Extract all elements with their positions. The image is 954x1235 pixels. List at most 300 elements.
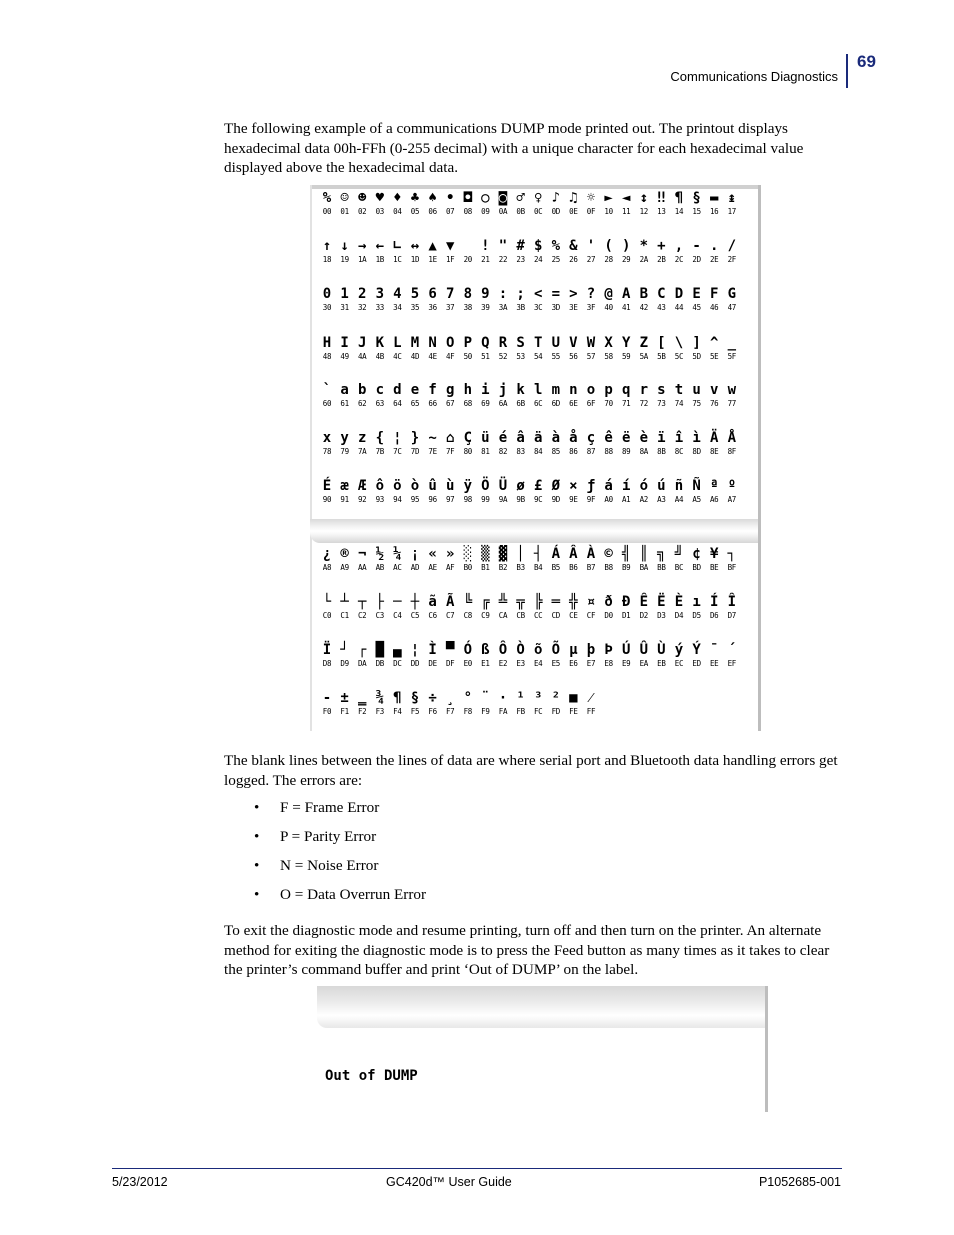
dump-hex-code: FA (498, 707, 508, 716)
dump-hex-code: 22 (498, 255, 508, 264)
dump-glyph: J (357, 335, 367, 351)
dump-glyph: : (498, 286, 508, 302)
dump-glyph: ± (340, 690, 349, 706)
dump-hex-code: 6B (516, 399, 525, 408)
dump-glyph: ▄ (393, 642, 402, 658)
dump-hex-code: 46 (709, 303, 719, 312)
dump-hex-code: 59 (621, 352, 631, 361)
dump-hex-code: 6F (586, 399, 596, 408)
dump-cell (336, 477, 354, 504)
dump-glyph: L (393, 335, 402, 351)
dump-glyph (459, 237, 477, 255)
dump-glyph: A (621, 286, 631, 302)
dump-hex-code: C3 (375, 611, 385, 620)
dump-hex-code: 4C (393, 352, 402, 361)
dump-glyph: f (428, 382, 437, 398)
dump-glyph: ╣ (621, 546, 631, 562)
dump-glyph: § (692, 190, 701, 206)
dump-glyph: x (322, 430, 332, 446)
dump-cell (441, 237, 459, 264)
dump-cell (494, 429, 512, 456)
dump-hex-code: 3B (516, 303, 525, 312)
dump-hex-code: 9D (551, 495, 561, 504)
dump-cell (688, 429, 706, 456)
dump-hex-code: A3 (657, 495, 666, 504)
dump-glyph: { (375, 430, 385, 446)
dump-hex-code: 3C (533, 303, 543, 312)
dump-hex-code: AC (393, 563, 402, 572)
dump-glyph: ¾ (375, 690, 385, 706)
dump-glyph: s (657, 382, 666, 398)
dump-cell (529, 477, 547, 504)
dump-hex-code: E9 (621, 659, 631, 668)
dump-hex-code: 1A (357, 255, 367, 264)
dump-cell (318, 641, 336, 668)
dump-cell (494, 189, 512, 216)
dump-cell (476, 237, 494, 264)
dump-cell (723, 477, 741, 504)
dump-hex-code: 73 (657, 399, 666, 408)
dump-hex-code: 13 (657, 207, 666, 216)
dump-cell (582, 429, 600, 456)
dump-cell (459, 334, 477, 361)
dump-cell (723, 593, 741, 620)
dump-cell (529, 285, 547, 312)
dump-glyph: q (621, 382, 631, 398)
dump-hex-code: 62 (357, 399, 367, 408)
dump-hex-code: 8A (639, 447, 649, 456)
dump-hex-code: 20 (463, 255, 473, 264)
dump-glyph: ~ (428, 430, 437, 446)
error-text: O = Data Overrun Error (280, 886, 427, 903)
dump-glyph: j (498, 382, 508, 398)
dump-cell (388, 237, 406, 264)
dump-glyph: ) (621, 238, 631, 254)
dump-cell (388, 429, 406, 456)
dump-hex-code: BB (657, 563, 666, 572)
dump-cell (547, 545, 565, 572)
dump-cell (564, 429, 582, 456)
dump-cell (723, 381, 741, 408)
dump-hex-code: 6A (498, 399, 508, 408)
dump-glyph: ƒ (586, 478, 596, 494)
dump-cell (547, 334, 565, 361)
dump-cell (705, 334, 723, 361)
dump-glyph: ¤ (586, 594, 596, 610)
dump-glyph: Þ (604, 642, 613, 658)
dump-glyph: ä (533, 430, 543, 446)
dump-cell (512, 593, 530, 620)
dump-glyph: Å (727, 430, 737, 446)
dump-hex-code: DD (410, 659, 420, 668)
dump-hex-code: F1 (340, 707, 349, 716)
dump-cell (476, 189, 494, 216)
error-list (224, 798, 426, 914)
dump-cell (652, 381, 670, 408)
dump-hex-code: 3D (551, 303, 561, 312)
dump-glyph: _ (727, 335, 737, 351)
dump-hex-code: 64 (393, 399, 402, 408)
dump-cell (388, 477, 406, 504)
dump-glyph: Ï (322, 642, 332, 658)
dump-cell (441, 429, 459, 456)
error-list-item (224, 885, 426, 914)
dump-glyph: b (357, 382, 367, 398)
dump-row (318, 189, 742, 225)
out-of-dump-label-image (317, 986, 768, 1112)
dump-glyph: ☻ (357, 190, 367, 206)
dump-hex-code: C2 (357, 611, 367, 620)
dump-hex-code: B3 (516, 563, 525, 572)
dump-cell (388, 381, 406, 408)
dump-hex-code: BF (727, 563, 737, 572)
dump-cell (459, 189, 477, 216)
dump-glyph: . (709, 238, 719, 254)
dump-cell (494, 689, 512, 716)
dump-glyph: t (674, 382, 684, 398)
dump-glyph: [ (657, 335, 666, 351)
dump-glyph: ' (586, 238, 596, 254)
dump-hex-code: BA (639, 563, 649, 572)
dump-hex-code: 88 (604, 447, 613, 456)
dump-hex-code: 40 (604, 303, 613, 312)
dump-cell (688, 381, 706, 408)
dump-glyph: Æ (357, 478, 367, 494)
dump-cell (441, 334, 459, 361)
dump-cell (441, 593, 459, 620)
dump-cell (600, 381, 618, 408)
dump-cell (441, 285, 459, 312)
dump-glyph: ► (604, 190, 613, 206)
dump-hex-code: E3 (516, 659, 525, 668)
dump-hex-code: CE (569, 611, 578, 620)
dump-cell (476, 641, 494, 668)
dump-hex-code: 9F (586, 495, 596, 504)
dump-glyph: # (516, 238, 525, 254)
dump-glyph: k (516, 382, 525, 398)
dump-hex-code: F4 (393, 707, 402, 716)
dump-glyph: d (393, 382, 402, 398)
dump-hex-code: A8 (322, 563, 332, 572)
dump-hex-code: DC (393, 659, 402, 668)
dump-cell (459, 641, 477, 668)
dump-hex-code: 94 (393, 495, 402, 504)
dump-hex-code: EC (674, 659, 684, 668)
dump-cell (705, 545, 723, 572)
dump-hex-code: E4 (533, 659, 543, 668)
dump-hex-code: 69 (481, 399, 490, 408)
dump-glyph: Â (569, 546, 578, 562)
dump-hex-code: D7 (727, 611, 737, 620)
dump-cell (600, 285, 618, 312)
dump-glyph: > (569, 286, 578, 302)
dump-cell (600, 237, 618, 264)
dump-glyph: ┌ (357, 642, 367, 658)
dump-glyph: W (586, 335, 596, 351)
dump-glyph: i (481, 382, 490, 398)
dump-glyph: T (533, 335, 543, 351)
dump-hex-code: 90 (322, 495, 332, 504)
dump-glyph: \ (674, 335, 684, 351)
dump-cell (494, 641, 512, 668)
dump-glyph: m (551, 382, 561, 398)
dump-cell (441, 689, 459, 716)
dump-hex-code: 2E (709, 255, 719, 264)
dump-cell (635, 334, 653, 361)
dump-cell (441, 641, 459, 668)
dump-glyph: ♦ (393, 190, 402, 206)
dump-cell (424, 593, 442, 620)
dump-cell (424, 237, 442, 264)
dump-glyph: ã (428, 594, 437, 610)
dump-cell (371, 381, 389, 408)
dump-hex-code: 05 (410, 207, 420, 216)
footer-doc-number: P1052685-001 (758, 1175, 841, 1189)
dump-cell (529, 689, 547, 716)
dump-hex-code: A4 (674, 495, 684, 504)
dump-hex-code: 82 (498, 447, 508, 456)
dump-hex-code: AA (357, 563, 367, 572)
dump-cell (388, 689, 406, 716)
dump-cell (353, 237, 371, 264)
dump-glyph: , (674, 238, 684, 254)
dump-glyph: ▲ (428, 238, 437, 254)
dump-glyph: y (340, 430, 349, 446)
dump-glyph: V (569, 335, 578, 351)
dump-glyph: z (357, 430, 367, 446)
dump-hex-code: 56 (569, 352, 578, 361)
running-header-section: Communications Diagnostics (670, 69, 838, 84)
dump-cell (512, 477, 530, 504)
dump-cell (600, 334, 618, 361)
dump-glyph: e (410, 382, 420, 398)
dump-hex-code: 3E (569, 303, 578, 312)
dump-hex-code: 2A (639, 255, 649, 264)
dump-cell (635, 189, 653, 216)
dump-cell (388, 545, 406, 572)
out-of-dump-text: Out of DUMP (325, 1068, 418, 1084)
dump-hex-code: 65 (410, 399, 420, 408)
dump-cell (582, 641, 600, 668)
dump-glyph: © (604, 546, 613, 562)
dump-hex-code: 4F (445, 352, 455, 361)
dump-hex-code: 0B (516, 207, 525, 216)
dump-row (318, 545, 742, 581)
dump-glyph: + (657, 238, 666, 254)
dump-glyph: º (727, 478, 737, 494)
dump-cell (336, 689, 354, 716)
dump-cell (406, 237, 424, 264)
dump-hex-code: 58 (604, 352, 613, 361)
dump-hex-code: B2 (498, 563, 508, 572)
dump-hex-code: 75 (692, 399, 701, 408)
dump-hex-code: 9A (498, 495, 508, 504)
dump-cell (424, 477, 442, 504)
dump-hex-code: 50 (463, 352, 473, 361)
dump-glyph: / (727, 238, 737, 254)
dump-hex-code: 01 (340, 207, 349, 216)
dump-hex-code: 54 (533, 352, 543, 361)
dump-glyph: × (569, 478, 578, 494)
dump-hex-code: AD (410, 563, 420, 572)
dump-glyph: v (709, 382, 719, 398)
dump-hex-code: AE (428, 563, 437, 572)
dump-hex-code: 71 (621, 399, 631, 408)
dump-glyph: õ (533, 642, 543, 658)
dump-hex-code: B4 (533, 563, 543, 572)
dump-cell (459, 429, 477, 456)
dump-hex-code: B0 (463, 563, 473, 572)
dump-glyph: å (569, 430, 578, 446)
dump-cell (652, 285, 670, 312)
dump-hex-code: 9C (533, 495, 543, 504)
dump-glyph: Ò (516, 642, 525, 658)
dump-glyph: │ (516, 546, 525, 562)
dump-glyph: ¦ (410, 642, 420, 658)
dump-glyph: ▼ (445, 238, 455, 254)
dump-row (318, 593, 742, 629)
exit-paragraph: To exit the diagnostic mode and resume printing, turn off and then turn on the printer. An alternate method for exiting the diagnostic mode is to press the Feed button as many times as it takes to clear the printer’s command buffer and print ‘Out of DUMP’ on the label. (224, 922, 830, 979)
dump-glyph: r (639, 382, 649, 398)
dump-glyph: ¶ (393, 690, 402, 706)
dump-glyph: Ú (621, 642, 631, 658)
dump-cell (441, 477, 459, 504)
dump-hex-code: 1D (410, 255, 420, 264)
dump-glyph: ┤ (533, 546, 543, 562)
dump-cell (617, 545, 635, 572)
dump-cell (723, 334, 741, 361)
dump-hex-code: A5 (692, 495, 701, 504)
dump-hex-code: 0C (533, 207, 543, 216)
dump-hex-code: F9 (481, 707, 490, 716)
dump-cell (688, 237, 706, 264)
label-right-edge (758, 185, 761, 731)
dump-hex-code: 66 (428, 399, 437, 408)
dump-cell (353, 381, 371, 408)
dump-cell (688, 285, 706, 312)
dump-hex-code: D3 (657, 611, 666, 620)
dump-glyph: ☺ (340, 190, 349, 206)
dump-glyph: ñ (674, 478, 684, 494)
dump-glyph: B (639, 286, 649, 302)
dump-cell (670, 593, 688, 620)
dump-hex-code: 08 (463, 207, 473, 216)
dump-cell (476, 381, 494, 408)
dump-hex-code: 35 (410, 303, 420, 312)
dump-glyph: ù (445, 478, 455, 494)
dump-hex-code: 83 (516, 447, 525, 456)
dump-glyph: ò (410, 478, 420, 494)
dump-glyph: ◙ (498, 190, 508, 206)
dump-glyph: ª (709, 478, 719, 494)
dump-cell (353, 641, 371, 668)
dump-cell (353, 545, 371, 572)
dump-cell (635, 593, 653, 620)
dump-hex-code: 4D (410, 352, 420, 361)
dump-glyph: c (375, 382, 385, 398)
dump-cell (529, 334, 547, 361)
dump-cell (371, 237, 389, 264)
dump-hex-code: D5 (692, 611, 701, 620)
dump-glyph: Y (621, 335, 631, 351)
dump-cell (723, 429, 741, 456)
dump-cell (371, 545, 389, 572)
dump-glyph: 2 (357, 286, 367, 302)
dump-glyph: ² (551, 690, 561, 706)
dump-glyph: $ (533, 238, 543, 254)
dump-glyph: - (322, 690, 332, 706)
dump-hex-code: B7 (586, 563, 596, 572)
dump-hex-code: FC (533, 707, 543, 716)
dump-hex-code: 86 (569, 447, 578, 456)
dump-glyph: ‼ (657, 190, 666, 206)
dump-glyph: ╚ (463, 594, 473, 610)
dump-glyph: M (410, 335, 420, 351)
dump-cell (547, 381, 565, 408)
dump-glyph: n (569, 382, 578, 398)
dump-hex-code: 95 (410, 495, 420, 504)
dump-hex-code: 8F (727, 447, 737, 456)
dump-cell (705, 285, 723, 312)
dump-cell (353, 189, 371, 216)
dump-cell (670, 545, 688, 572)
dump-glyph: Î (727, 594, 737, 610)
dump-cell (635, 545, 653, 572)
dump-glyph: ¨ (481, 690, 490, 706)
dump-row (318, 429, 742, 465)
dump-glyph: ( (604, 238, 613, 254)
dump-cell (512, 334, 530, 361)
dump-row (318, 641, 742, 677)
dump-glyph: ┬ (357, 594, 367, 610)
dump-hex-code: 0A (498, 207, 508, 216)
dump-hex-code: 98 (463, 495, 473, 504)
dump-cell (318, 237, 336, 264)
dump-cell (547, 429, 565, 456)
dump-cell (353, 477, 371, 504)
dump-glyph: û (428, 478, 437, 494)
dump-glyph: Ü (498, 478, 508, 494)
dump-glyph: ‗ (357, 690, 367, 706)
dump-hex-code: 85 (551, 447, 561, 456)
dump-glyph: 1 (340, 286, 349, 302)
dump-hex-code: F0 (322, 707, 332, 716)
dump-cell (723, 189, 741, 216)
dump-cell (318, 689, 336, 716)
dump-row (318, 477, 742, 513)
dump-glyph: " (498, 238, 508, 254)
dump-glyph: ; (516, 286, 525, 302)
dump-cell (512, 641, 530, 668)
dump-glyph: 4 (393, 286, 402, 302)
dump-hex-code: 61 (340, 399, 349, 408)
dump-hex-code: 7A (357, 447, 367, 456)
dump-glyph: » (445, 546, 455, 562)
dump-hex-code: 99 (481, 495, 490, 504)
dump-glyph: ▒ (481, 546, 490, 562)
dump-hex-code: 45 (692, 303, 701, 312)
dump-cell (529, 593, 547, 620)
dump-glyph: ó (639, 478, 649, 494)
dump-cell (494, 545, 512, 572)
dump-hex-code: C8 (463, 611, 473, 620)
dump-hex-code: 51 (481, 352, 490, 361)
bullet: • (254, 799, 260, 816)
dump-hex-code: 02 (357, 207, 367, 216)
dump-hex-code: 60 (322, 399, 332, 408)
dump-cell (635, 477, 653, 504)
dump-hex-code: 44 (674, 303, 684, 312)
